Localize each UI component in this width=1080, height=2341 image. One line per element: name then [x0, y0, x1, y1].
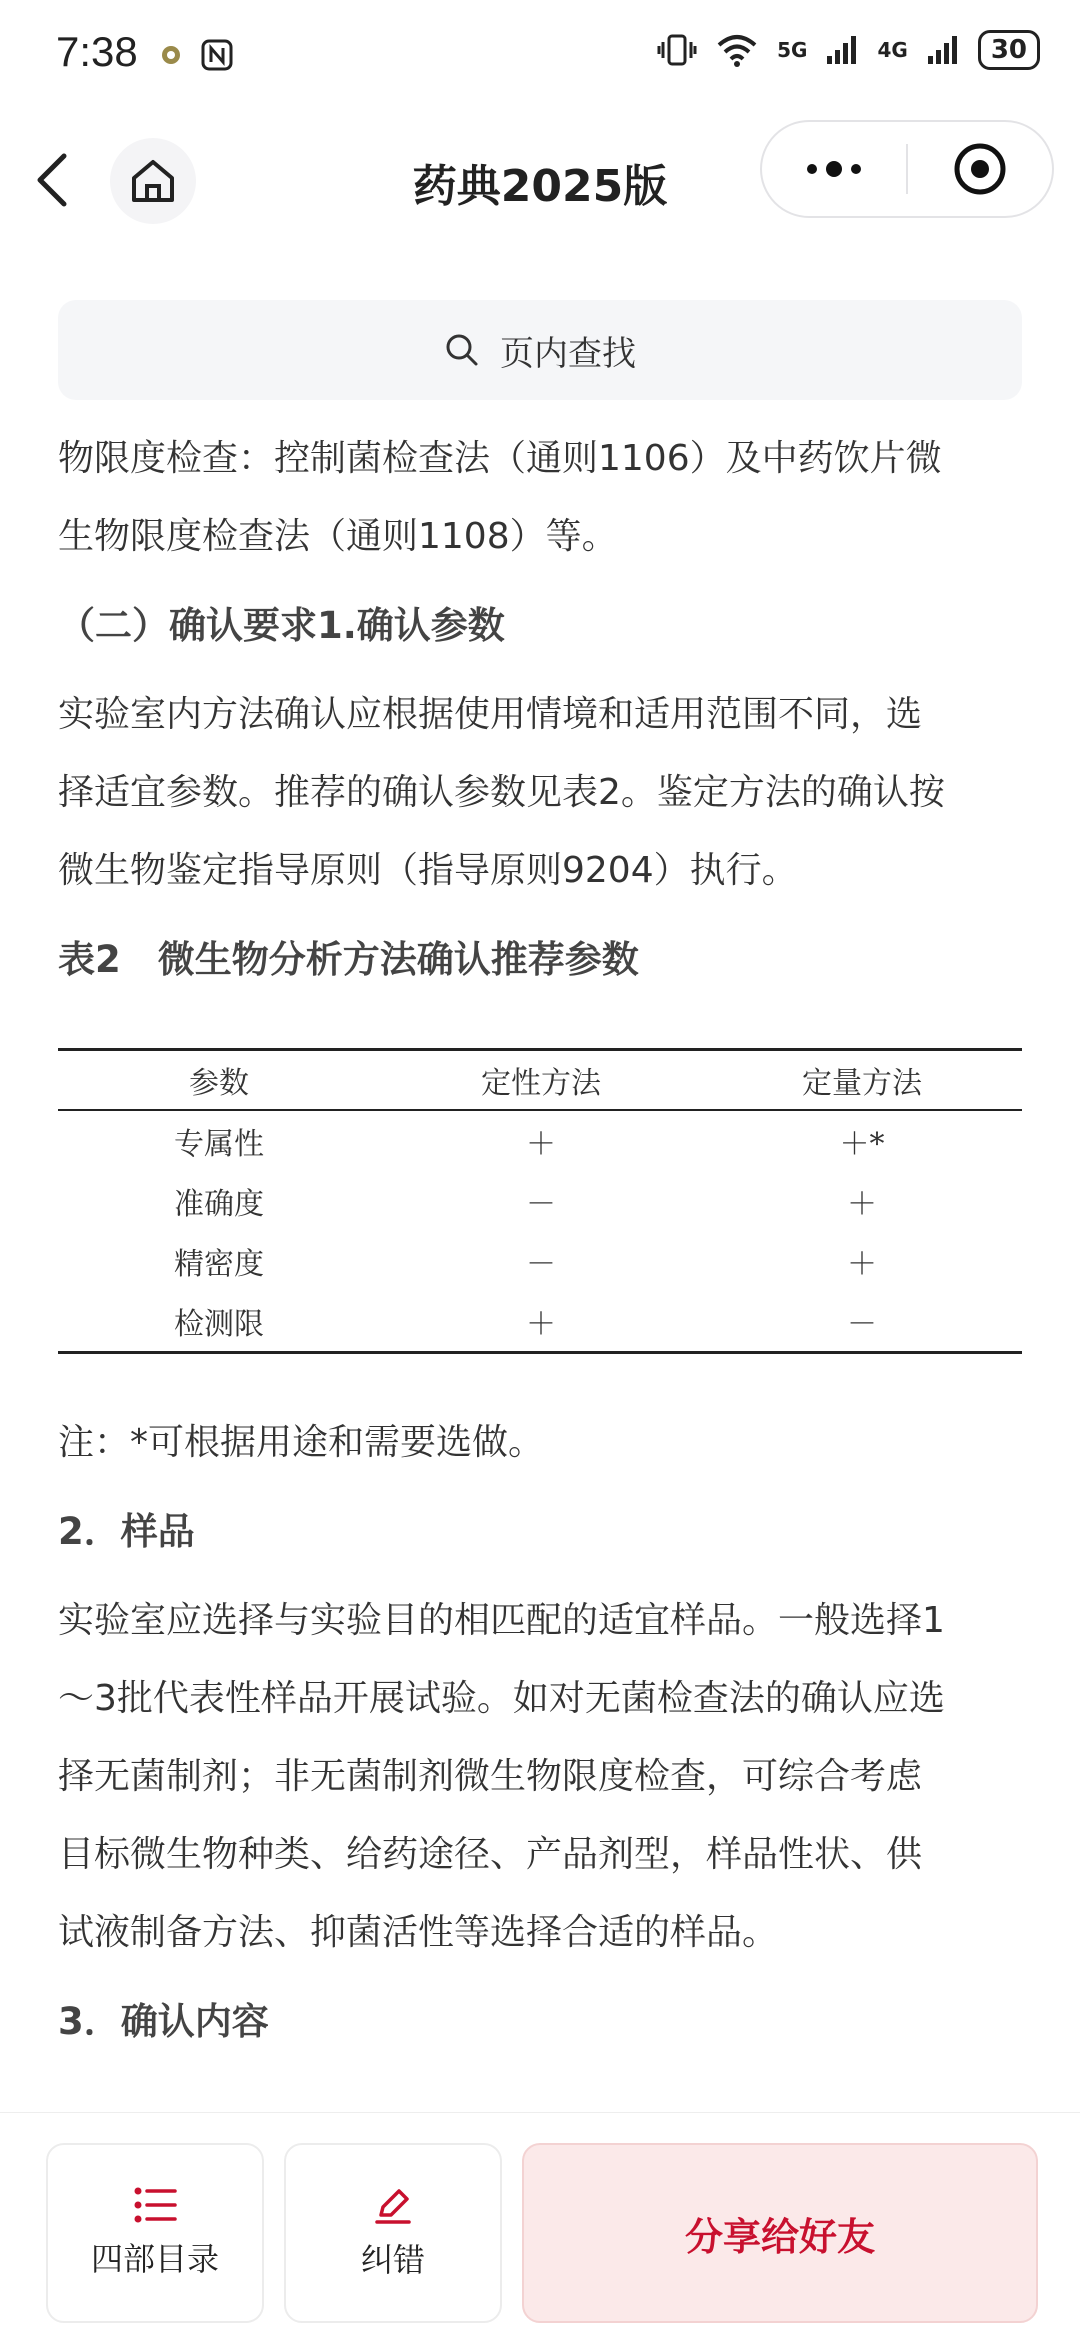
page-title: 药典2025版 [412, 161, 668, 212]
table-row [58, 1110, 1022, 1171]
find-in-page-button[interactable] [58, 300, 1022, 400]
table-cell: 检测限 [174, 1307, 264, 1342]
table-cell: 精密度 [174, 1247, 264, 1282]
paragraph-line: ～3批代表性样品开展试验。如对无菌检查法的确认应选 [58, 1678, 945, 1719]
app-notification-icon [160, 42, 182, 68]
table-header-cell: 定性方法 [481, 1066, 601, 1101]
table-cell: 专属性 [174, 1127, 264, 1162]
nfc-icon [200, 38, 234, 72]
status-right-icons [657, 30, 1040, 70]
signal-4g-icon [926, 34, 960, 66]
share-button[interactable] [522, 2143, 1038, 2323]
table-cell: － [526, 1187, 556, 1222]
paragraph-line [58, 402, 1022, 420]
network-4g-label: 4G [877, 38, 908, 62]
bottom-action-bar [0, 2112, 1080, 2341]
status-left-icons [160, 38, 234, 72]
paragraph-line: 择适宜参数。推荐的确认参数见表2。鉴定方法的确认按 [58, 772, 945, 813]
table-cell: － [526, 1247, 556, 1282]
edit-pencil-icon [373, 2185, 413, 2225]
table-note: 注：*可根据用途和需要选做。 [58, 1422, 545, 1463]
signal-5g-icon [825, 34, 859, 66]
app-header [0, 110, 1080, 250]
list-icon [133, 2186, 177, 2224]
table-cell: － [847, 1307, 877, 1342]
table-caption: 表2 微生物分析方法确认推荐参数 [58, 938, 639, 981]
paragraph-line: 物限度检查：控制菌检查法（通则1106）及中药饮片微 [58, 438, 942, 479]
table-cell: ＋ [847, 1247, 877, 1282]
status-time: 7:38 [56, 28, 138, 75]
table-row [58, 1171, 1022, 1231]
table-cell: ＋ [847, 1187, 877, 1222]
table-header-row [58, 1050, 1022, 1111]
parameters-table [58, 1048, 1022, 1354]
correction-button[interactable] [284, 2143, 502, 2323]
share-label: 分享给好友 [684, 2214, 875, 2259]
target-close-icon [952, 141, 1008, 197]
battery-level: 30 [978, 30, 1040, 70]
status-bar [0, 0, 1080, 110]
paragraph-line: 试液制备方法、抑菌活性等选择合适的样品。 [58, 1912, 779, 1953]
table-cell: ＋ [526, 1307, 556, 1342]
paragraph-line: 实验室内方法确认应根据使用情境和适用范围不同，选 [58, 694, 923, 735]
paragraph-line: 微生物鉴定指导原则（指导原则9204）执行。 [58, 850, 798, 891]
close-miniprogram-button[interactable] [908, 122, 1052, 216]
correction-label: 纠错 [360, 2241, 425, 2279]
more-dots-icon [804, 159, 864, 179]
article-content [58, 402, 1022, 2112]
paragraph-line: 择无菌制剂；非无菌制剂微生物限度检查，可综合考虑 [58, 1756, 923, 1797]
section-heading: 2．样品 [58, 1510, 195, 1553]
paragraph-line: 目标微生物种类、给药途径、产品剂型，样品性状、供 [58, 1834, 923, 1875]
more-button[interactable] [762, 122, 906, 216]
table-cell: ＋ [526, 1127, 556, 1162]
table-row [58, 1231, 1022, 1291]
table-cell: ＋* [839, 1127, 885, 1162]
wifi-icon [715, 33, 759, 67]
paragraph-line: 实验室应选择与实验目的相匹配的适宜样品。一般选择1 [58, 1600, 945, 1641]
table-header-cell: 参数 [189, 1066, 249, 1101]
catalog-button[interactable] [46, 2143, 264, 2323]
network-5g-label: 5G [777, 38, 808, 62]
mini-program-capsule [760, 120, 1054, 218]
table-row [58, 1291, 1022, 1353]
section-heading: 3．确认内容 [58, 2000, 269, 2043]
catalog-label: 四部目录 [90, 2240, 219, 2278]
search-icon [444, 332, 480, 368]
table-cell: 准确度 [174, 1187, 264, 1222]
table-header-cell: 定量方法 [802, 1066, 922, 1101]
section-heading: （二）确认要求1.确认参数 [58, 604, 505, 647]
paragraph-line: 生物限度检查法（通则1108）等。 [58, 516, 618, 557]
vibrate-icon [657, 32, 697, 68]
find-in-page-label: 页内查找 [500, 333, 636, 374]
